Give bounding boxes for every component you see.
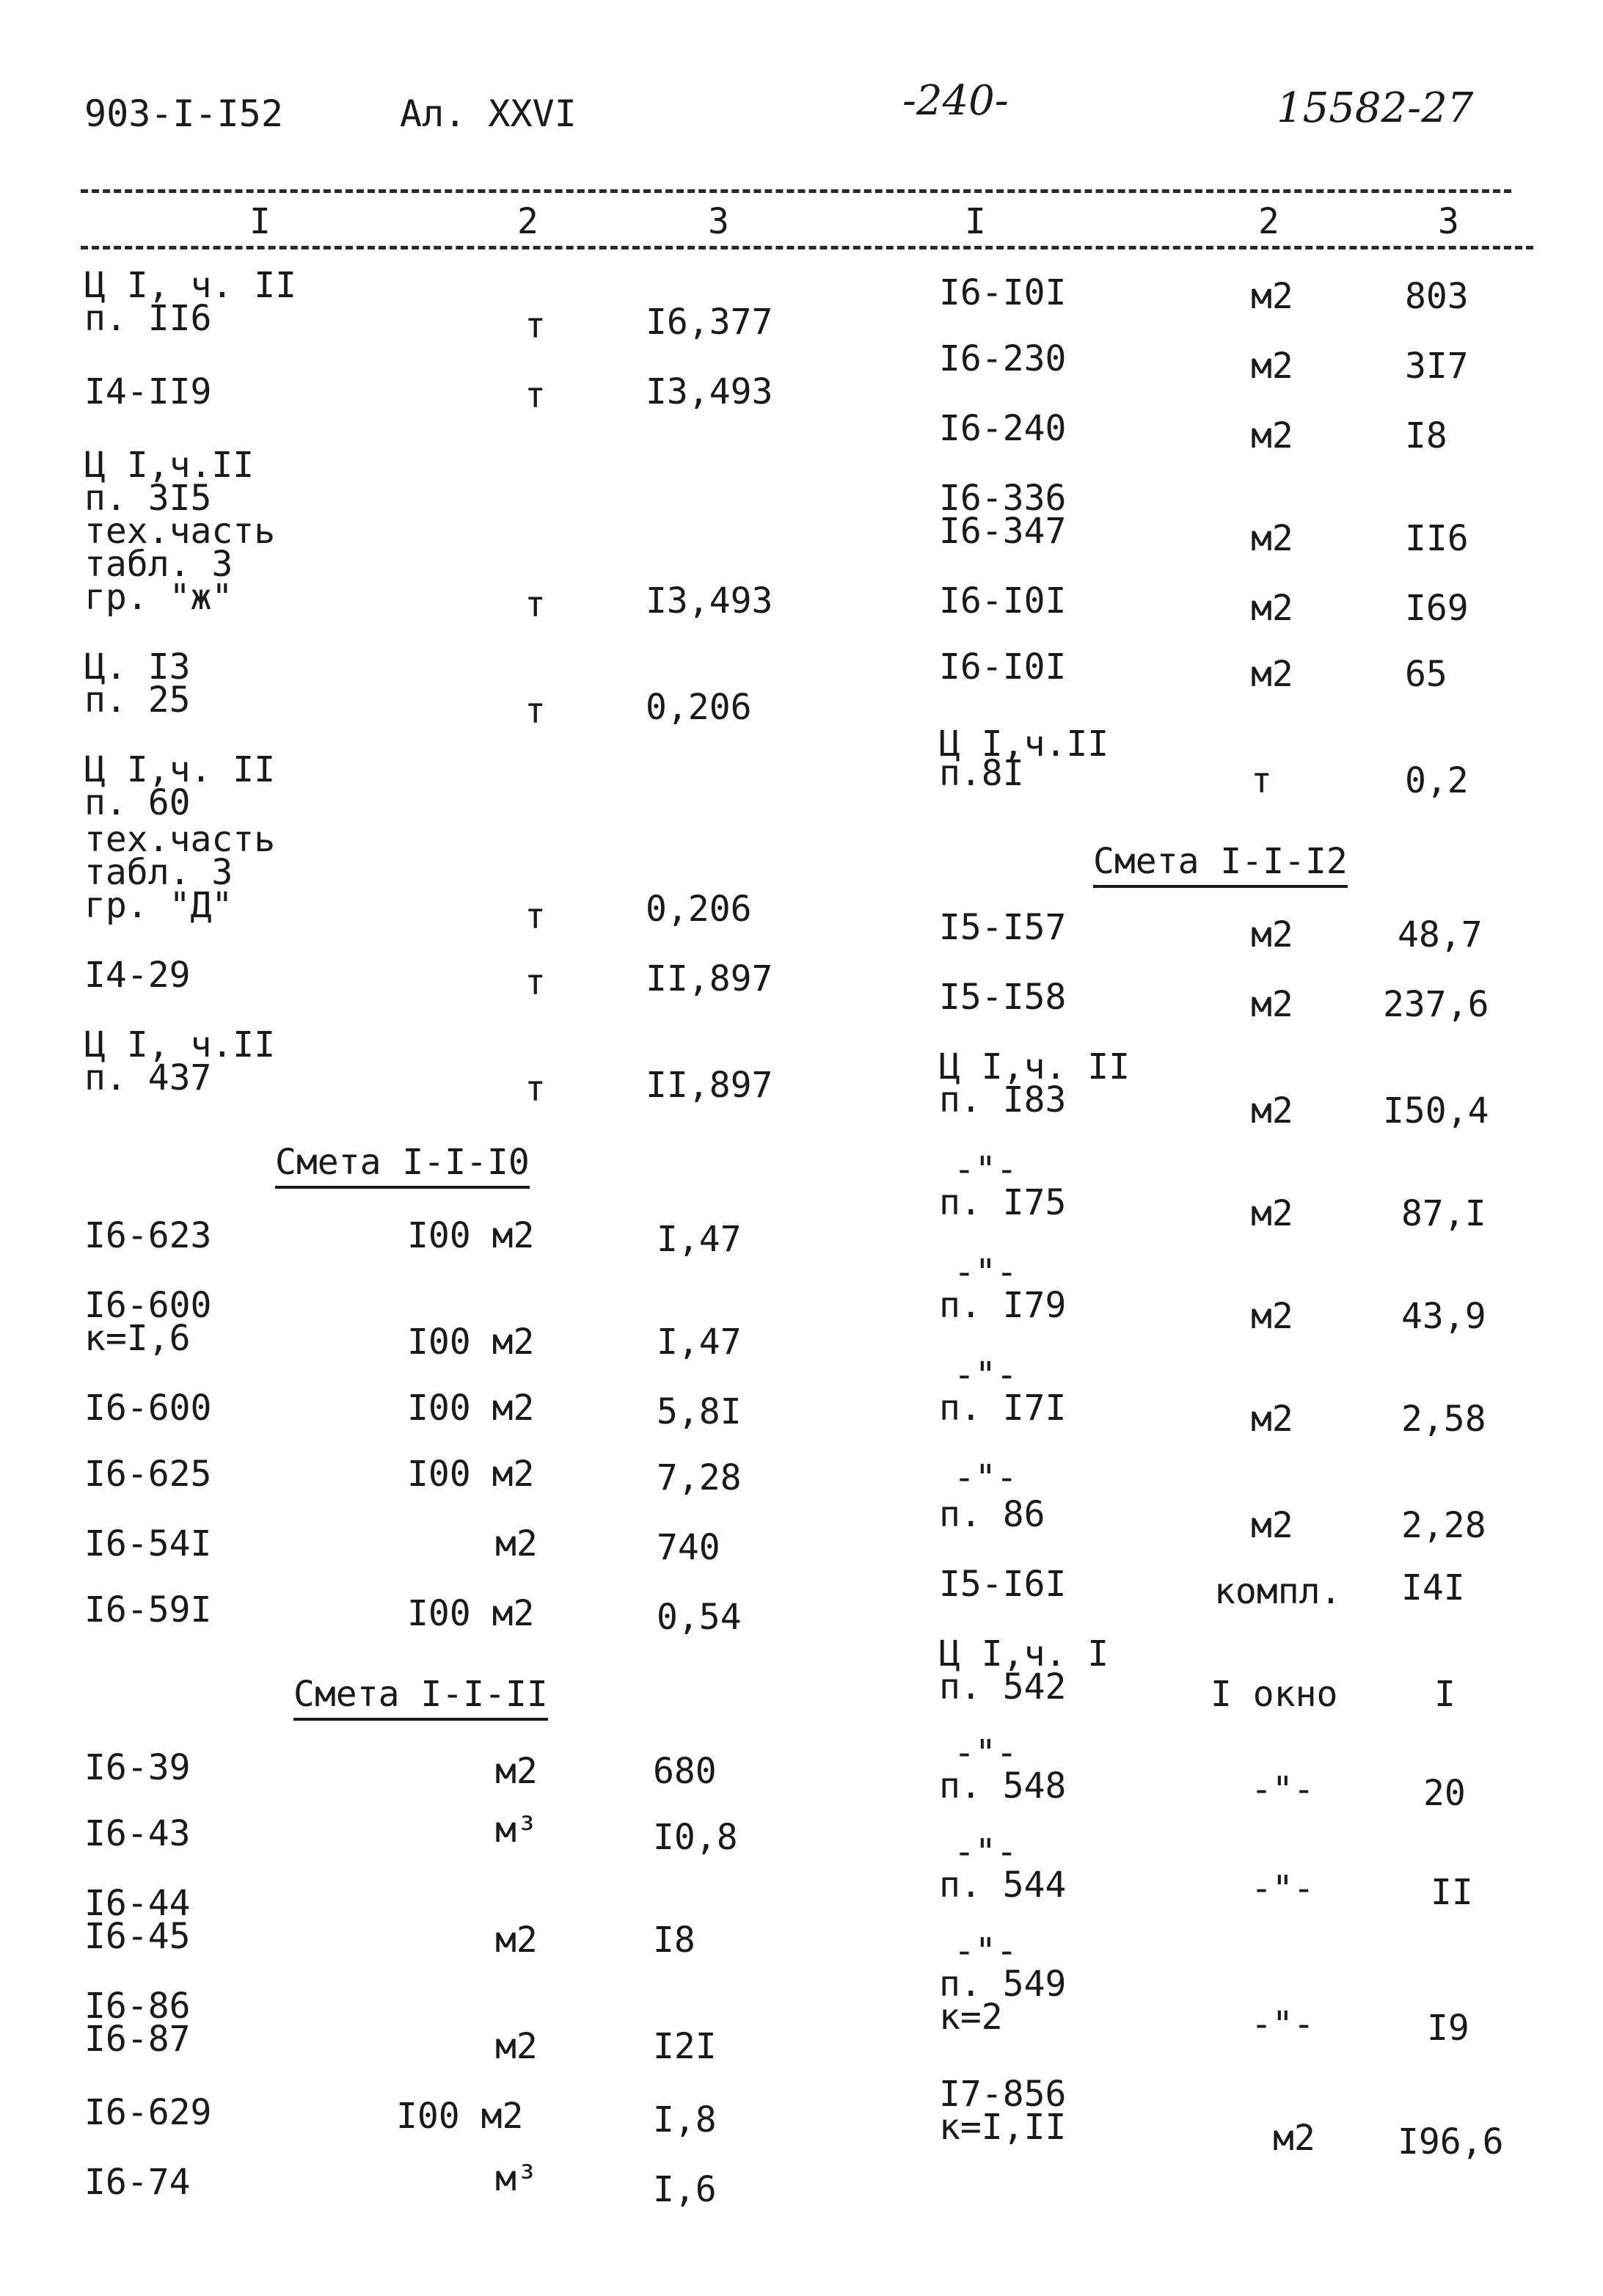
row-code-line: I6-87 (84, 2019, 191, 2060)
row-unit: м2 (1251, 1193, 1293, 1234)
row-code-line: -"- (954, 1931, 1018, 1972)
row-unit: м2 (1251, 914, 1293, 955)
row-value: 20 (1423, 1773, 1466, 1814)
column-header-left-1: I (249, 201, 271, 242)
row-code-line: Ц I,ч.II (939, 724, 1109, 765)
row-code-line: I6-625 (84, 1454, 212, 1495)
row-value: I8 (1405, 415, 1447, 456)
page-number: -240- (902, 77, 1009, 125)
row-code-line: I6-240 (939, 408, 1067, 449)
row-value: I,47 (657, 1322, 742, 1363)
row-code-line: п. 544 (939, 1865, 1067, 1906)
row-value: I0,8 (653, 1817, 738, 1858)
row-unit: м2 (1251, 588, 1293, 629)
row-code-line: I6-I0I (939, 580, 1067, 622)
row-code-line: к=I,6 (84, 1318, 191, 1359)
row-code-line: п. 437 (84, 1057, 212, 1098)
row-value: 0,206 (646, 687, 752, 728)
row-code-line: Ц I,ч. II (84, 749, 276, 790)
row-value: 2,58 (1401, 1399, 1486, 1440)
section-heading: Смета I-I-II (293, 1677, 548, 1721)
row-unit: м2 (1251, 415, 1293, 456)
row-value: 2,28 (1401, 1505, 1486, 1546)
row-code-line: п. I83 (939, 1079, 1067, 1120)
row-code-line: п. 542 (939, 1666, 1067, 1708)
row-value: I69 (1405, 588, 1469, 629)
row-unit: м2 (1251, 518, 1293, 559)
row-code-line: I4-II9 (84, 371, 212, 412)
row-unit: м³ (495, 1810, 538, 1851)
row-value: 0,54 (657, 1597, 742, 1638)
row-code-line: п. 549 (939, 1964, 1067, 2005)
row-unit: т (525, 896, 546, 937)
row-code-line: I6-44 (84, 1883, 191, 1924)
row-code-line: I6-43 (84, 1813, 191, 1854)
row-unit: м³ (495, 2158, 538, 2199)
row-code-line: Ц I,ч. I (939, 1633, 1109, 1674)
row-code-line: I6-336 (939, 478, 1067, 519)
row-value: 65 (1405, 654, 1447, 695)
row-value: 3I7 (1405, 346, 1469, 387)
row-code-line: табл. 3 (84, 852, 233, 893)
column-header-left-2: 2 (517, 201, 538, 242)
row-value: I4I (1401, 1567, 1465, 1608)
document-number: 15582-27 (1277, 84, 1474, 132)
row-unit: м2 (495, 1523, 538, 1564)
row-code-line: I6-629 (84, 2092, 212, 2133)
row-unit: м2 (1251, 1399, 1293, 1440)
row-value: I,47 (657, 1219, 742, 1260)
row-code-line: п. I75 (939, 1182, 1067, 1223)
row-unit: м2 (1251, 1505, 1293, 1546)
row-code-line: гр. "ж" (84, 577, 233, 618)
row-code-line: I6-347 (939, 511, 1067, 552)
row-code-line: Ц I, ч. II (84, 265, 296, 306)
album-number: Ал. XXVI (400, 92, 577, 135)
row-code-line: Ц I,ч. II (939, 1046, 1131, 1087)
row-value: I8 (653, 1920, 695, 1961)
row-code-line: -"- (954, 1732, 1018, 1774)
row-value: II (1431, 1872, 1473, 1913)
row-unit: т (525, 584, 546, 625)
row-code-line: -"- (954, 1832, 1018, 1873)
row-code-line: к=2 (939, 1997, 1003, 2038)
row-value: 48,7 (1398, 914, 1483, 955)
row-value: I3,493 (646, 580, 773, 622)
row-unit: т (525, 1068, 546, 1109)
row-unit: I00 м2 (407, 1388, 535, 1429)
row-value: I,8 (653, 2099, 717, 2140)
row-code-line: -"- (954, 1252, 1018, 1293)
row-unit: м2 (1273, 2118, 1315, 2159)
row-code-line: табл. 3 (84, 544, 233, 585)
row-unit: компл. (1214, 1571, 1342, 1612)
row-code-line: I6-623 (84, 1215, 212, 1256)
row-unit: т (525, 962, 546, 1003)
row-unit: I00 м2 (407, 1215, 535, 1256)
row-unit: м2 (495, 1920, 538, 1961)
row-value: 0,2 (1405, 760, 1469, 801)
row-code-line: I6-600 (84, 1388, 212, 1429)
row-value: I2I (653, 2026, 717, 2067)
row-unit: м2 (495, 1751, 538, 1792)
row-unit: I00 м2 (407, 1322, 535, 1363)
row-code-line: I5-I6I (939, 1564, 1067, 1605)
row-code-line: I6-45 (84, 1916, 191, 1957)
row-value: II6 (1405, 518, 1469, 559)
row-value: I6,377 (646, 302, 773, 343)
row-value: II,897 (646, 958, 773, 999)
row-value: 237,6 (1383, 984, 1489, 1025)
row-value: 0,206 (646, 889, 752, 930)
row-value: 87,I (1401, 1193, 1486, 1234)
row-code-line: I6-600 (84, 1285, 212, 1326)
row-code-line: I5-I57 (939, 907, 1067, 948)
row-code-line: п. 3I5 (84, 478, 212, 519)
row-code-line: I6-86 (84, 1986, 191, 2027)
row-code-line: Ц I, ч.II (84, 1024, 276, 1065)
row-unit: I00 м2 (407, 1593, 535, 1634)
column-header-right-2: 2 (1258, 201, 1279, 242)
row-value: 740 (657, 1527, 720, 1568)
row-code-line: тех.часть (84, 511, 276, 552)
row-unit: т (1251, 760, 1272, 801)
row-value: 5,8I (657, 1391, 742, 1432)
section-heading: Смета I-I-I0 (275, 1145, 530, 1189)
row-unit: м2 (1251, 1090, 1293, 1131)
row-value: I,6 (653, 2169, 717, 2210)
row-code-line: п. 548 (939, 1765, 1067, 1807)
row-code-line: п. I7I (939, 1388, 1067, 1429)
row-code-line: п. 60 (84, 782, 191, 823)
row-unit: м2 (1251, 984, 1293, 1025)
row-code-line: п. 86 (939, 1494, 1045, 1535)
row-code-line: I6-39 (84, 1747, 191, 1788)
row-code-line: п. I79 (939, 1285, 1067, 1326)
row-unit: м2 (1251, 654, 1293, 695)
row-code-line: Ц I,ч.II (84, 445, 255, 486)
row-value: 680 (653, 1751, 717, 1792)
row-value: I3,493 (646, 371, 773, 412)
row-code-line: I5-I58 (939, 977, 1067, 1018)
row-unit: м2 (495, 2026, 538, 2067)
row-unit: I00 м2 (407, 1454, 535, 1495)
row-code-line: I7-856 (939, 2074, 1067, 2115)
row-value: I96,6 (1398, 2121, 1504, 2162)
row-unit: -"- (1251, 1868, 1315, 1909)
row-code-line: I6-I0I (939, 272, 1067, 313)
column-header-right-3: 3 (1438, 201, 1459, 242)
row-code-line: I4-29 (84, 955, 191, 996)
row-unit: м2 (1251, 276, 1293, 317)
row-code-line: Ц. I3 (84, 646, 191, 688)
row-unit: м2 (1251, 1296, 1293, 1337)
column-header-left-3: 3 (708, 201, 729, 242)
row-code-line: п. II6 (84, 298, 212, 339)
row-value: I50,4 (1383, 1090, 1489, 1131)
row-unit: т (525, 305, 546, 346)
row-code-line: I6-I0I (939, 646, 1067, 688)
row-value: 7,28 (657, 1457, 742, 1498)
section-heading: Смета I-I-I2 (1093, 844, 1348, 888)
row-code-line: к=I,II (939, 2107, 1067, 2148)
row-value: 803 (1405, 276, 1469, 317)
row-unit: I окно (1211, 1674, 1338, 1715)
row-unit: т (525, 375, 546, 416)
row-code-line: -"- (954, 1457, 1018, 1498)
row-unit: -"- (1251, 1769, 1315, 1810)
header-rule-bottom (81, 246, 1533, 249)
row-code-line: I6-54I (84, 1523, 212, 1564)
column-header-right-1: I (965, 201, 986, 242)
row-code-line: п.8I (939, 753, 1024, 794)
project-code: 903-I-I52 (84, 92, 283, 135)
row-code-line: гр. "Д" (84, 885, 233, 926)
row-code-line: -"- (954, 1355, 1018, 1396)
row-value: I9 (1427, 2008, 1469, 2049)
row-value: 43,9 (1401, 1296, 1486, 1337)
header-rule-top (81, 189, 1511, 193)
row-code-line: I6-230 (939, 338, 1067, 379)
row-value: II,897 (646, 1065, 773, 1106)
row-code-line: I6-59I (84, 1589, 212, 1630)
row-unit: м2 (1251, 346, 1293, 387)
row-unit: I00 м2 (396, 2096, 524, 2137)
row-value: I (1434, 1674, 1456, 1715)
row-code-line: п. 25 (84, 679, 191, 721)
row-code-line: -"- (954, 1149, 1018, 1190)
row-code-line: тех.часть (84, 819, 276, 860)
row-unit: -"- (1251, 2004, 1315, 2045)
row-code-line: I6-74 (84, 2162, 191, 2203)
row-unit: т (525, 690, 546, 732)
